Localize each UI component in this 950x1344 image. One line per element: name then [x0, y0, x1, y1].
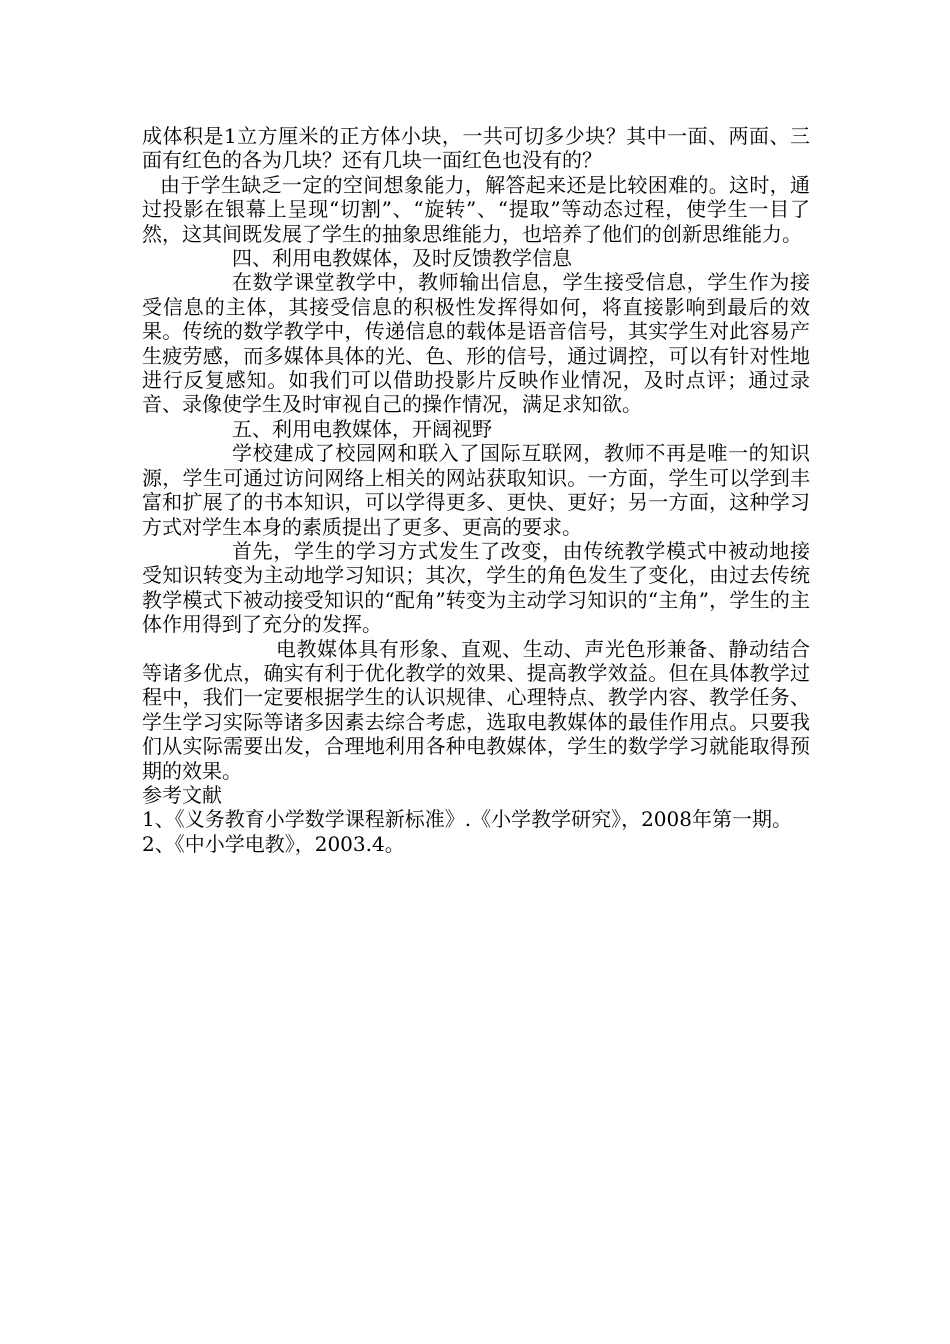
- paragraph-campus-network: 学校建成了校园网和联入了国际互联网，教师不再是唯一的知识源，学生可通过访问网络上相关的网站获取知识。一方面，学生可以学到丰富和扩展了的书本知识，可以学得更多、更快、更好；另一方面，这种学习方式对学生本身的素质提出了更多、更高的要求。: [142, 441, 810, 539]
- paragraph-learning-change: 首先，学生的学习方式发生了改变，由传统教学模式中被动地接受知识转变为主动地学习知识；其次，学生的角色发生了变化，由过去传统教学模式下被动接受知识的“配角”转变为主动学习知识的“主角”，学生的主体作用得到了充分的发挥。: [142, 538, 810, 637]
- section-heading-vision: 五、利用电教媒体，开阔视野: [232, 416, 492, 441]
- document-page: [142, 124, 810, 856]
- reference-item-2: 2、《中小学电教》，2003.4。: [142, 831, 405, 856]
- section-heading-feedback: 四、利用电教媒体，及时反馈教学信息: [232, 246, 572, 271]
- reference-item-1: 1、《义务教育小学数学课程新标准》.《小学教学研究》，2008年第一期。: [142, 807, 792, 832]
- paragraph-conclusion: 电教媒体具有形象、直观、生动、声光色形兼备、静动结合等诸多优点，确实有利于优化教学的效果、提高教学效益。但在具体教学过程中，我们一定要根据学生的认识规律、心理特点、教学内容、教学任务、学生学习实际等诸多因素去综合考虑，选取电教媒体的最佳作用点。只要我们从实际需要出发，合理地利用各种电教媒体，学生的数学学习就能取得预期的效果。: [142, 636, 810, 783]
- references-title: 参考文献: [142, 782, 222, 807]
- paragraph-projection-dynamics: 由于学生缺乏一定的空间想象能力，解答起来还是比较困难的。这时，通过投影在银幕上呈现“切割”、“旋转”、“提取”等动态过程，使学生一目了然，这其间既发展了学生的抽象思维能力，也培养了他们的创新思维能力。: [142, 172, 810, 246]
- paragraph-cube-question: 成体积是1立方厘米的正方体小块，一共可切多少块？其中一面、两面、三面有红色的各为几块？还有几块一面红色也没有的？: [142, 124, 810, 173]
- paragraph-feedback-info: 在数学课堂教学中，教师输出信息，学生接受信息，学生作为接受信息的主体，其接受信息的积极性发挥得如何，将直接影响到最后的效果。传统的数学教学中，传递信息的载体是语音信号，其实学生对此容易产生疲劳感，而多媒体具体的光、色、形的信号，通过调控，可以有针对性地进行反复感知。如我们可以借助投影片反映作业情况，及时点评；通过录音、录像使学生及时审视自己的操作情况，满足求知欲。: [142, 270, 810, 417]
